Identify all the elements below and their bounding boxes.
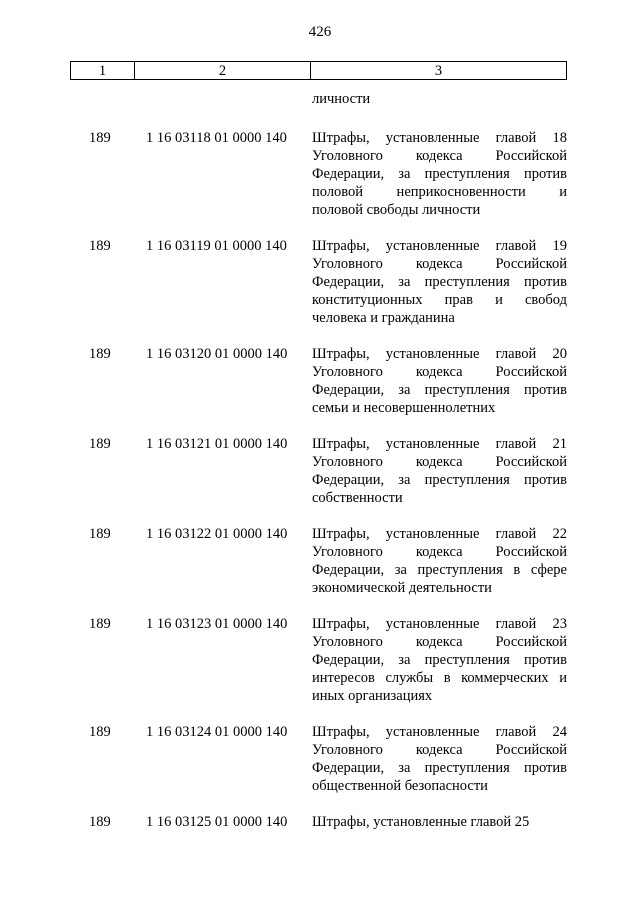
description-line: Федерации, за преступления в сфере <box>312 562 567 578</box>
row-description <box>312 615 567 705</box>
description-line: Штрафы, установленные главой 25 <box>312 814 530 830</box>
column-header-row <box>71 62 567 80</box>
description-line: Штрафы, установленные главой 23 <box>312 616 567 632</box>
column-header-table <box>70 61 567 80</box>
row-number: 189 <box>89 130 111 146</box>
row-number: 189 <box>89 346 111 362</box>
description-line: Уголовного кодекса Российской <box>312 454 567 470</box>
description-line: собственности <box>312 490 403 506</box>
description-line: Штрафы, установленные главой 18 <box>312 130 567 146</box>
row-description <box>312 813 567 831</box>
row-number: 189 <box>89 526 111 542</box>
description-line: семьи и несовершеннолетних <box>312 400 496 416</box>
description-line: Штрафы, установленные главой 19 <box>312 238 567 254</box>
description-line: экономической деятельности <box>312 580 492 596</box>
description-line: иных организациях <box>312 688 433 704</box>
description-line: Федерации, за преступления против <box>312 760 567 776</box>
row-number: 189 <box>89 724 111 740</box>
column-header-1: 1 <box>71 62 135 80</box>
description-line: Уголовного кодекса Российской <box>312 544 567 560</box>
description-line: Уголовного кодекса Российской <box>312 148 567 164</box>
continuation-text: личности <box>312 91 371 107</box>
row-description <box>312 129 567 219</box>
description-line: Штрафы, установленные главой 22 <box>312 526 567 542</box>
row-description <box>312 345 567 417</box>
row-number: 189 <box>89 814 111 830</box>
description-line: Штрафы, установленные главой 20 <box>312 346 567 362</box>
budget-classification-code: 1 16 03120 01 0000 140 <box>146 346 288 362</box>
budget-classification-code: 1 16 03121 01 0000 140 <box>146 436 288 452</box>
description-line: Уголовного кодекса Российской <box>312 364 567 380</box>
description-line: общественной безопасности <box>312 778 488 794</box>
description-line: Штрафы, установленные главой 24 <box>312 724 567 740</box>
budget-classification-code: 1 16 03124 01 0000 140 <box>146 724 288 740</box>
description-line: Федерации, за преступления против <box>312 166 567 182</box>
row-number: 189 <box>89 238 111 254</box>
budget-classification-code: 1 16 03122 01 0000 140 <box>146 526 288 542</box>
description-line: Уголовного кодекса Российской <box>312 634 567 650</box>
description-line: Федерации, за преступления против <box>312 274 567 290</box>
description-line: половой свободы личности <box>312 202 481 218</box>
column-header-2: 2 <box>135 62 311 80</box>
row-description <box>312 723 567 795</box>
description-line: Федерации, за преступления против <box>312 652 567 668</box>
row-number: 189 <box>89 616 111 632</box>
description-line: интересов службы в коммерческих и <box>312 670 567 686</box>
row-description <box>312 435 567 507</box>
budget-classification-code: 1 16 03118 01 0000 140 <box>146 130 287 146</box>
budget-classification-code: 1 16 03119 01 0000 140 <box>146 238 287 254</box>
column-header-3: 3 <box>311 62 567 80</box>
budget-classification-code: 1 16 03125 01 0000 140 <box>146 814 288 830</box>
row-description <box>312 525 567 597</box>
row-number: 189 <box>89 436 111 452</box>
description-line: Штрафы, установленные главой 21 <box>312 436 567 452</box>
page-number: 426 <box>308 24 332 40</box>
description-line: Федерации, за преступления против <box>312 472 567 488</box>
row-description <box>312 237 567 327</box>
budget-classification-code: 1 16 03123 01 0000 140 <box>146 616 288 632</box>
description-line: Уголовного кодекса Российской <box>312 742 567 758</box>
description-line: конституционных прав и свобод <box>312 292 567 308</box>
description-line: Уголовного кодекса Российской <box>312 256 567 272</box>
description-line: Федерации, за преступления против <box>312 382 567 398</box>
description-line: половой неприкосновенности и <box>312 184 567 200</box>
description-line: человека и гражданина <box>312 310 455 326</box>
